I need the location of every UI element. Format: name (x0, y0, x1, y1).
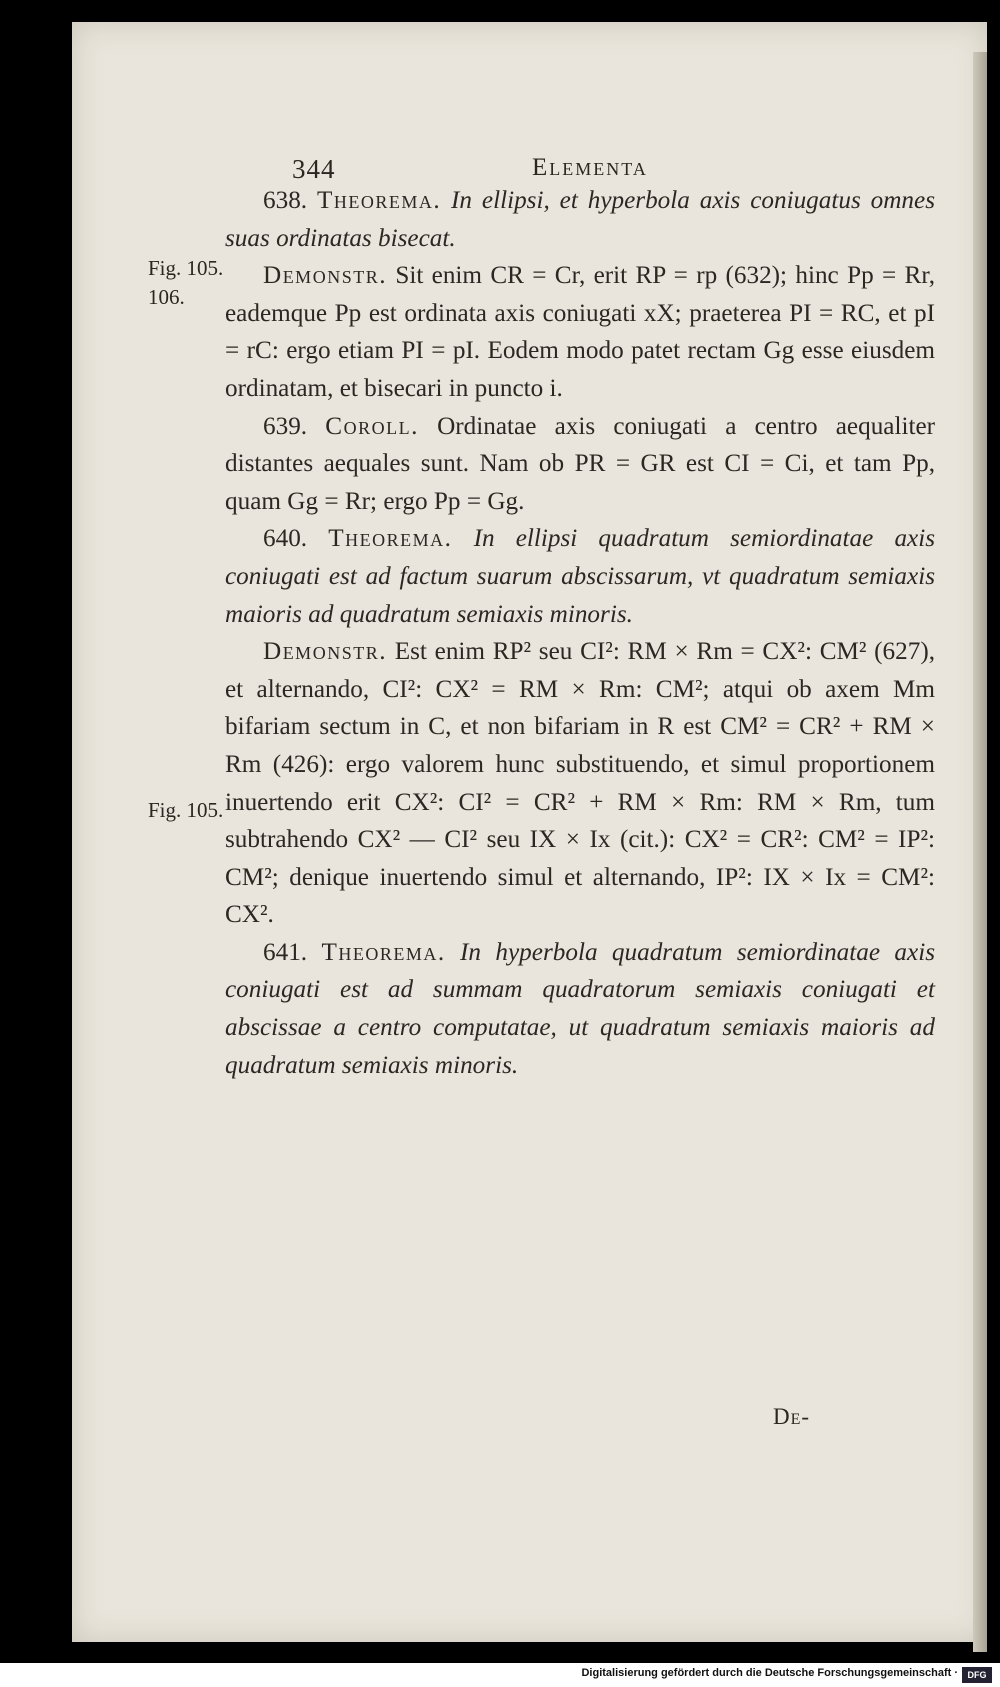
corollary-text: Ordinatae axis coniugati a centro aequaliter distantes aequales sunt. Nam ob PR = GR est CI = Ci, et tam Pp, quam Gg = Rr; ergo Pp = Gg. (225, 412, 936, 515)
digitization-footer (0, 1663, 1000, 1687)
paragraph-label: Coroll. (325, 412, 419, 440)
paragraph-641 (225, 934, 935, 1084)
paragraph-640-demonstration (225, 633, 935, 934)
paragraph-label: Theorema. (328, 525, 453, 553)
paragraph-label: Theorema. (316, 187, 442, 214)
paragraph-638-demonstration (225, 257, 935, 407)
theorem-text: In ellipsi quadratum semiordinatae axis coniugati est ad factum suarum abscissarum, vt quadratum semiaxis maioris ad quadratum semiaxis minoris. (225, 525, 936, 628)
running-title: Elementa (532, 154, 648, 181)
paragraph-638 (225, 182, 935, 257)
dfg-logo: DFG (962, 1667, 992, 1683)
page-body (225, 182, 935, 1084)
paragraph-number: 638. (263, 187, 308, 214)
paragraph-label: Demonstr. (263, 638, 387, 666)
demonstration-text: Est enim RP² seu CI²: RM × Rm = CX²: CM² (627), et alternando, CI²: CX² = RM × Rm: CM²; atqui ob axem Mm bifariam sectum in C, et non bifariam in R est CM² = CR² + RM × Rm (426): ergo valorem hunc substituendo, et simul proportionem inuertendo erit CX²: CI² = CR² + RM × Rm: RM × Rm, tum subtrahendo CX² — CI² seu IX × Ix (cit.): CX² = CR²: CM² = IP²: CM²; denique inuertendo simul et alternando, IP²: IX × Ix = CM²: CX². (225, 638, 936, 929)
paragraph-number: 639. (263, 412, 308, 440)
theorem-text: In hyperbola quadratum semiordinatae axis coniugati est ad summam quadratorum semiaxis coniugati et abscissae a centro computatae, ut quadratum semiaxis maioris ad quadratum semiaxis minoris. (225, 938, 936, 1079)
paragraph-639 (225, 408, 935, 521)
paragraph-number: 641. (263, 938, 308, 966)
demonstration-text: Sit enim CR = Cr, erit RP = rp (632); hinc Pp = Rr, eademque Pp est ordinata axis coniugati xX; praeterea PI = RC, et pI = rC: ergo etiam PI = pI. Eodem modo patet rectam Gg esse eiusdem ordinatam, et bisecari in puncto i. (225, 262, 935, 402)
paragraph-number: 640. (263, 525, 308, 553)
paragraph-640 (225, 520, 935, 633)
page-header (72, 132, 987, 182)
page-number: 344 (292, 154, 336, 184)
margin-note-fig-105-b: Fig. 105. (148, 798, 224, 822)
paragraph-label: Demonstr. (263, 262, 387, 290)
footer-credit: Digitalisierung gefördert durch die Deutsche Forschungsgemeinschaft · (581, 1667, 958, 1679)
page-edge (973, 52, 987, 1652)
paragraph-label: Theorema. (321, 938, 446, 966)
theorem-text: In ellipsi, et hyperbola axis coniugatus omnes suas ordinatas bisecat. (225, 187, 935, 252)
margin-note-fig-105: Fig. 105. (148, 256, 224, 280)
margin-note-fig-106: 106. (148, 285, 185, 309)
catchword: De- (773, 1404, 811, 1429)
